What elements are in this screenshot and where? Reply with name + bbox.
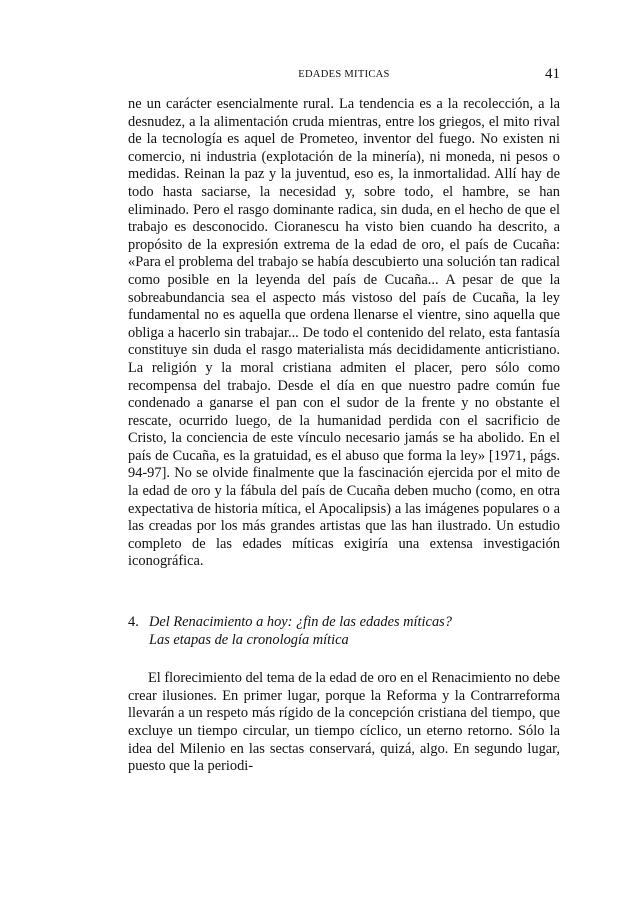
page-number: 41: [545, 66, 560, 82]
section-title: Del Renacimiento a hoy: ¿fin de las edades míticas?: [149, 614, 452, 631]
paragraph-1: ne un carácter esencialmente rural. La tendencia es a la recolección, a la desnudez, a la alimentación cruda mientras, entre los griegos, el mito rival de la tecnología es aquel de Prometeo, inventor del fuego. No existen ni comercio, ni industria (explotación de la minería), ni moneda, ni pesos o medidas. Reinan la paz y la juventud, eso es, la inmortalidad. Allí hay de todo hasta saciarse, la necesidad y, sobre todo, el hambre, se han eliminado. Pero el rasgo dominante radica, sin duda, en el hecho de que el trabajo es desconocido. Cioranescu ha visto bien cuando ha descrito, a propósito de la expresión extrema de la edad de oro, el país de Cucaña: «Para el problema del trabajo se había descubierto una solución tan radical como posible en la leyenda del país de Cucaña... A pesar de que la sobreabundancia sea el aspecto más vistoso del país de Cucaña, la ley fundamental no es aquella que ordena llenarse el vientre, sino aquella que obliga a hacerlo sin trabajar... De todo el contenido del relato, esta fantasía constituye sin duda el rasgo materialista más decididamente anticristiano. La religión y la moral cristiana admiten el placer, pero sólo como recompensa del trabajo. Desde el día en que nuestro padre común fue condenado a ganarse el pan con el sudor de la frente y no obstante el rescate, ocurrido luego, de la humanidad perdida con el sacrificio de Cristo, la conciencia de este vínculo necesario jamás se ha abolido. En el país de Cucaña, es la gratuidad, es el abuso que forma la ley» [1971, págs. 94-97]. No se olvide finalmente que la fascinación ejercida por el mito de la edad de oro y la fábula del país de Cucaña deben mucho (como, en otra expectativa de historia mítica, el Apocalipsis) a las imágenes populares o a las creadas por los más grandes artistas que las han ilustrado. Un estudio completo de las edades míticas exigiría una extensa investigación iconográfica.: [128, 96, 560, 570]
section-subtitle: Las etapas de la cronología mítica: [149, 631, 349, 648]
running-header: [128, 66, 560, 86]
paragraph-2: El florecimiento del tema de la edad de oro en el Renacimiento no debe crear ilusiones. En primer lugar, porque la Reforma y la Contrarreforma llevarán a un respeto más rígido de la concepción cristiana del tiempo, que excluye un tiempo circular, un tiempo cíclico, un eterno retorno. Sólo la idea del Milenio en las sectas conservará, quizá, algo. En segundo lugar, puesto que la periodi-: [128, 670, 560, 775]
section-heading-line-1: [128, 614, 560, 632]
section-number: 4.: [128, 614, 139, 631]
running-title: EDADES MITICAS: [298, 69, 390, 80]
section-heading: [128, 614, 560, 649]
body-text: [128, 96, 560, 776]
